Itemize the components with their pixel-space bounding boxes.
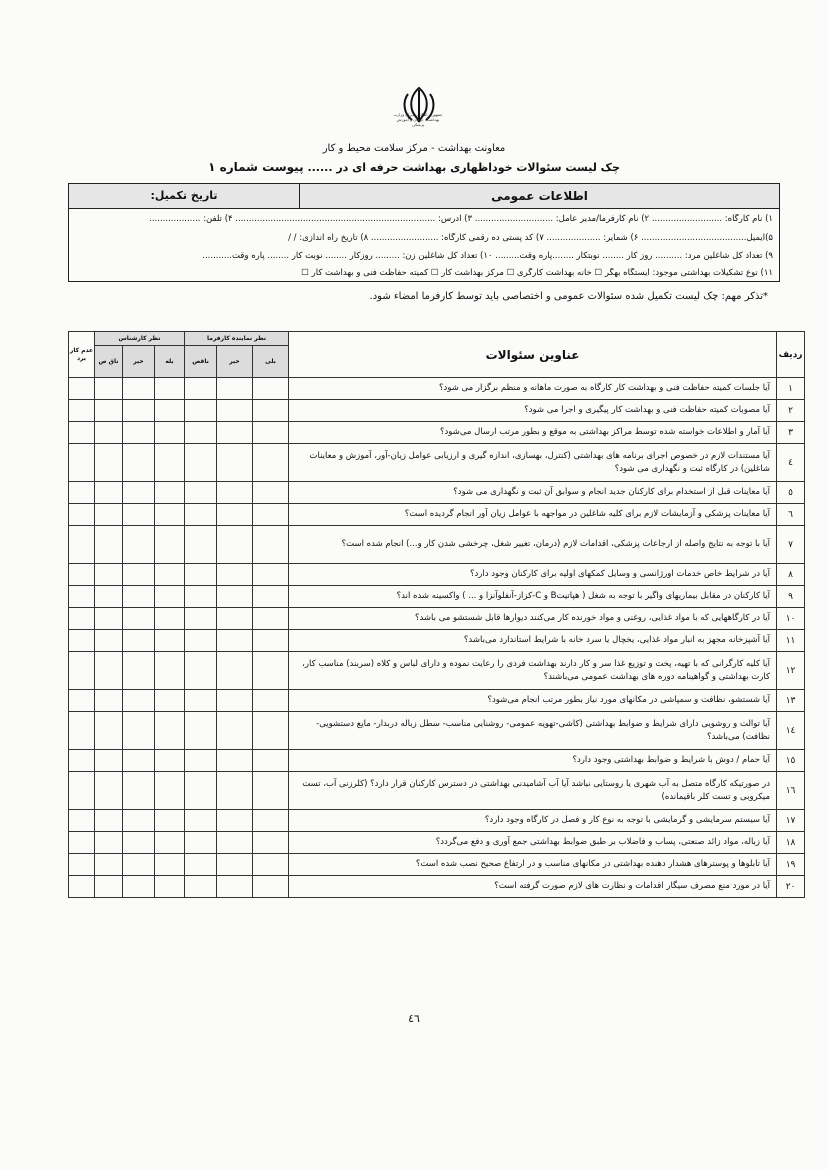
employer-incomplete-cell[interactable] xyxy=(185,772,217,810)
employer-yes-cell[interactable] xyxy=(253,810,289,832)
expert-no-cell[interactable] xyxy=(123,810,155,832)
expert-incomplete-cell[interactable] xyxy=(95,400,123,422)
employer-incomplete-cell[interactable] xyxy=(185,832,217,854)
table-row xyxy=(69,772,805,810)
table-row xyxy=(69,422,805,444)
expert-incomplete-cell[interactable] xyxy=(95,608,123,630)
employer-no-cell[interactable] xyxy=(217,690,253,712)
question-text: آیا معاینات پزشکی و آزمایشات لازم برای کلیه شاغلین در مواجهه با عوامل زیان آور انجام گردیده است؟ xyxy=(289,504,777,526)
expert-incomplete-cell[interactable] xyxy=(95,832,123,854)
question-text: آیا مصوبات کمیته حفاظت فنی و بهداشت کار پیگیری و اجرا می شود؟ xyxy=(289,400,777,422)
employer-incomplete-cell[interactable] xyxy=(185,854,217,876)
question-text: آیا شستشو، نظافت و سمپاشی در مکانهای مورد نیاز بطور مرتب انجام می‌شود؟ xyxy=(289,690,777,712)
employer-yes-cell[interactable] xyxy=(253,876,289,898)
expert-col-no: خیر xyxy=(123,346,155,378)
question-text: آیا با توجه به نتایج واصله از ارجاعات پزشکی، اقدامات لازم (درمان، تغییر شغل، چرخشی شدن کار و...) انجام شده است؟ xyxy=(289,526,777,564)
employer-yes-cell[interactable] xyxy=(253,832,289,854)
question-text: آیا زباله، مواد زائد صنعتی، پساب و فاضلاب بر طبق ضوابط بهداشتی جمع آوری و دفع می‌گردد؟ xyxy=(289,832,777,854)
expert-incomplete-cell[interactable] xyxy=(95,772,123,810)
employer-incomplete-cell[interactable] xyxy=(185,586,217,608)
row-number: ۱٥ xyxy=(777,750,805,772)
expert-incomplete-cell[interactable] xyxy=(95,750,123,772)
row-number: ۱۸ xyxy=(777,832,805,854)
expert-yes-cell[interactable] xyxy=(155,750,185,772)
employer-yes-cell[interactable] xyxy=(253,608,289,630)
expert-yes-cell[interactable] xyxy=(155,876,185,898)
iran-emblem-icon xyxy=(398,84,440,136)
question-text: در صورتیکه کارگاه متصل به آب شهری یا روستایی نباشد آیا آب آشامیدنی بهداشتی در دسترس کارکنان قرار دارد؟ (کلرزنی آب، تست میکروبی و تست کلر باقیمانده) xyxy=(289,772,777,810)
not-applicable-cell[interactable] xyxy=(69,750,95,772)
table-row xyxy=(69,400,805,422)
employer-no-cell[interactable] xyxy=(217,608,253,630)
not-applicable-cell[interactable] xyxy=(69,810,95,832)
expert-no-cell[interactable] xyxy=(123,378,155,400)
expert-yes-cell[interactable] xyxy=(155,586,185,608)
employer-no-cell[interactable] xyxy=(217,378,253,400)
employer-incomplete-cell[interactable] xyxy=(185,750,217,772)
organization-title: معاونت بهداشت - مرکز سلامت محیط و کار xyxy=(322,143,506,154)
expert-no-cell[interactable] xyxy=(123,652,155,690)
expert-no-cell[interactable] xyxy=(123,690,155,712)
expert-yes-cell[interactable] xyxy=(155,608,185,630)
expert-yes-cell[interactable] xyxy=(155,690,185,712)
expert-incomplete-cell[interactable] xyxy=(95,652,123,690)
question-text: آیا در شرایط خاص خدمات اورژانسی و وسایل کمکهای اولیه برای کارکنان وجود دارد؟ xyxy=(289,564,777,586)
table-row xyxy=(69,832,805,854)
employer-no-cell[interactable] xyxy=(217,712,253,750)
expert-yes-cell[interactable] xyxy=(155,378,185,400)
not-applicable-cell[interactable] xyxy=(69,690,95,712)
expert-incomplete-cell[interactable] xyxy=(95,378,123,400)
row-number: ۷ xyxy=(777,526,805,564)
expert-no-cell[interactable] xyxy=(123,750,155,772)
employer-yes-cell[interactable] xyxy=(253,854,289,876)
employer-incomplete-cell[interactable] xyxy=(185,652,217,690)
table-row xyxy=(69,586,805,608)
expert-yes-cell[interactable] xyxy=(155,422,185,444)
employer-yes-cell[interactable] xyxy=(253,400,289,422)
question-text: آیا مستندات لازم در خصوص اجرای برنامه های بهداشتی (کنترل، بهسازی، اندازه گیری و ارزیابی عوامل زیان-آور، آموزش و معاینات شاغلین) در کارگاه ثبت و نگهداری می شود؟ xyxy=(289,444,777,482)
expert-incomplete-cell[interactable] xyxy=(95,810,123,832)
employer-incomplete-cell[interactable] xyxy=(185,504,217,526)
not-applicable-cell[interactable] xyxy=(69,482,95,504)
employer-incomplete-cell[interactable] xyxy=(185,482,217,504)
general-info-row-4: ۱۱) نوع تشکیلات بهداشتی موجود: ایستگاه بهگر ☐ خانه بهداشت کارگری ☐ مرکز بهداشت کار ☐ کمیته حفاظت فنی و بهداشت کار ☐ xyxy=(301,268,773,278)
table-row xyxy=(69,526,805,564)
employer-yes-cell[interactable] xyxy=(253,690,289,712)
completion-date-label: تاریخ تکمیل: xyxy=(150,189,218,202)
not-applicable-header: عدم کار برد xyxy=(69,332,95,378)
employer-yes-cell[interactable] xyxy=(253,586,289,608)
question-text: آیا کارکنان در مقابل بیماریهای واگیر با توجه به شغل ( هپاتیتB و C-کزاز-آنفلوآنزا و ... ) واکسینه شده اند؟ xyxy=(289,586,777,608)
expert-incomplete-cell[interactable] xyxy=(95,712,123,750)
employer-incomplete-cell[interactable] xyxy=(185,690,217,712)
table-row xyxy=(69,444,805,482)
row-number: ٥ xyxy=(777,482,805,504)
table-row xyxy=(69,630,805,652)
question-text: آیا توالت و روشویی دارای شرایط و ضوابط بهداشتی (کاشی-تهویه عمومی- روشنایی مناسب- سطل زباله دربدار- مایع دستشویی- نظافت) می‌باشد؟ xyxy=(289,712,777,750)
expert-no-cell[interactable] xyxy=(123,586,155,608)
employer-no-cell[interactable] xyxy=(217,876,253,898)
document-title-text: چک لیست سئوالات خوداظهاری بهداشت حرفه ای در ...... xyxy=(307,161,620,174)
expert-yes-cell[interactable] xyxy=(155,712,185,750)
row-number: ۳ xyxy=(777,422,805,444)
employer-incomplete-cell[interactable] xyxy=(185,526,217,564)
expert-yes-cell[interactable] xyxy=(155,630,185,652)
employer-yes-cell[interactable] xyxy=(253,444,289,482)
not-applicable-cell[interactable] xyxy=(69,854,95,876)
expert-no-cell[interactable] xyxy=(123,876,155,898)
expert-yes-cell[interactable] xyxy=(155,832,185,854)
question-text: آیا معاینات قبل از استخدام برای کارکنان جدید انجام و سوابق آن ثبت و نگهداری می شود؟ xyxy=(289,482,777,504)
expert-incomplete-cell[interactable] xyxy=(95,422,123,444)
expert-incomplete-cell[interactable] xyxy=(95,482,123,504)
table-row xyxy=(69,504,805,526)
employer-incomplete-cell[interactable] xyxy=(185,400,217,422)
expert-yes-cell[interactable] xyxy=(155,564,185,586)
expert-no-cell[interactable] xyxy=(123,564,155,586)
table-row xyxy=(69,652,805,690)
employer-yes-cell[interactable] xyxy=(253,526,289,564)
row-number: ۱ xyxy=(777,378,805,400)
expert-incomplete-cell[interactable] xyxy=(95,876,123,898)
table-row xyxy=(69,750,805,772)
table-row xyxy=(69,564,805,586)
table-row xyxy=(69,690,805,712)
expert-incomplete-cell[interactable] xyxy=(95,630,123,652)
employer-incomplete-cell[interactable] xyxy=(185,422,217,444)
expert-yes-cell[interactable] xyxy=(155,504,185,526)
row-number: ۱۷ xyxy=(777,810,805,832)
row-number: ۱۰ xyxy=(777,608,805,630)
employer-no-cell[interactable] xyxy=(217,504,253,526)
employer-no-cell[interactable] xyxy=(217,832,253,854)
expert-no-cell[interactable] xyxy=(123,482,155,504)
employer-incomplete-cell[interactable] xyxy=(185,712,217,750)
general-info-row-2: ۵)ایمیل....................................... ۶) شمایر: .................... ۷) کد پستی ده رقمی کارگاه: ......................... ۸) تاریخ راه اندازی: / / xyxy=(288,233,773,243)
employer-incomplete-cell[interactable] xyxy=(185,564,217,586)
row-number: ۱۲ xyxy=(777,652,805,690)
expert-incomplete-cell[interactable] xyxy=(95,690,123,712)
expert-no-cell[interactable] xyxy=(123,832,155,854)
expert-no-cell[interactable] xyxy=(123,712,155,750)
employer-incomplete-cell[interactable] xyxy=(185,810,217,832)
employer-yes-cell[interactable] xyxy=(253,772,289,810)
employer-yes-cell[interactable] xyxy=(253,630,289,652)
not-applicable-cell[interactable] xyxy=(69,608,95,630)
employer-yes-cell[interactable] xyxy=(253,564,289,586)
expert-no-cell[interactable] xyxy=(123,444,155,482)
employer-col-incomplete: ناقص xyxy=(185,346,217,378)
not-applicable-cell[interactable] xyxy=(69,630,95,652)
employer-no-cell[interactable] xyxy=(217,482,253,504)
document-title xyxy=(0,160,828,174)
expert-opinion-header: نظر کارشناس xyxy=(95,332,185,346)
important-note: *تذکر مهم: چک لیست تکمیل شده سئوالات عمومی و اختصاصی باید توسط کارفرما امضاء شود. xyxy=(369,291,768,302)
not-applicable-cell[interactable] xyxy=(69,652,95,690)
not-applicable-cell[interactable] xyxy=(69,876,95,898)
expert-no-cell[interactable] xyxy=(123,526,155,564)
general-info-box xyxy=(68,183,780,282)
table-row xyxy=(69,810,805,832)
row-number: ۹ xyxy=(777,586,805,608)
employer-incomplete-cell[interactable] xyxy=(185,378,217,400)
general-info-title: اطلاعات عمومی xyxy=(299,184,779,208)
employer-no-cell[interactable] xyxy=(217,422,253,444)
table-row xyxy=(69,712,805,750)
employer-yes-cell[interactable] xyxy=(253,712,289,750)
expert-no-cell[interactable] xyxy=(123,608,155,630)
question-text: آیا در کارگاههایی که با مواد غذایی، روغنی و مواد خورنده کار می‌کنند دیوارها قابل شستشو می باشد؟ xyxy=(289,608,777,630)
expert-yes-cell[interactable] xyxy=(155,444,185,482)
expert-col-yes: بله xyxy=(155,346,185,378)
expert-no-cell[interactable] xyxy=(123,422,155,444)
employer-incomplete-cell[interactable] xyxy=(185,630,217,652)
row-number: ۱۳ xyxy=(777,690,805,712)
table-row xyxy=(69,482,805,504)
not-applicable-cell[interactable] xyxy=(69,422,95,444)
table-row xyxy=(69,876,805,898)
not-applicable-cell[interactable] xyxy=(69,400,95,422)
employer-no-cell[interactable] xyxy=(217,810,253,832)
not-applicable-cell[interactable] xyxy=(69,832,95,854)
general-info-row-1: ۱) نام کارگاه: .......................... ۲) نام کارفرما/مدیر عامل: ............................. ۳) آدرس: .......................................................................... ۴) تلفن: ................... xyxy=(149,214,773,224)
expert-incomplete-cell[interactable] xyxy=(95,564,123,586)
not-applicable-cell[interactable] xyxy=(69,564,95,586)
table-row xyxy=(69,854,805,876)
general-info-row-3: ۹) تعداد کل شاغلین مرد: .......... روز کار ........ نوبتکار ........پاره وقت......... ۱۰) تعداد کل شاغلین زن: ......... روزکار ........ نوبت کار ........ پاره وقت........... xyxy=(202,251,773,261)
not-applicable-cell[interactable] xyxy=(69,772,95,810)
expert-yes-cell[interactable] xyxy=(155,772,185,810)
question-text: آیا حمام / دوش با شرایط و ضوابط بهداشتی وجود دارد؟ xyxy=(289,750,777,772)
expert-incomplete-cell[interactable] xyxy=(95,586,123,608)
row-number: ٤ xyxy=(777,444,805,482)
general-info-header xyxy=(69,184,779,209)
employer-no-cell[interactable] xyxy=(217,586,253,608)
not-applicable-cell[interactable] xyxy=(69,504,95,526)
page-number: ٤٦ xyxy=(408,1012,420,1025)
expert-no-cell[interactable] xyxy=(123,504,155,526)
expert-yes-cell[interactable] xyxy=(155,652,185,690)
row-number-header: ردیف xyxy=(777,332,805,378)
question-text: آیا کلیه کارگرانی که با تهیه، پخت و توزیع غذا سر و کار دارند بهداشت فردی را رعایت نموده و دارای لباس و کلاه (سربند) مناسب کار، کارت بهداشتی و گواهینامه دوره های بهداشت عمومی می‌باشند؟ xyxy=(289,652,777,690)
employer-incomplete-cell[interactable] xyxy=(185,444,217,482)
employer-no-cell[interactable] xyxy=(217,652,253,690)
employer-no-cell[interactable] xyxy=(217,564,253,586)
row-number: ٦ xyxy=(777,504,805,526)
table-row xyxy=(69,608,805,630)
expert-no-cell[interactable] xyxy=(123,772,155,810)
not-applicable-cell[interactable] xyxy=(69,378,95,400)
employer-yes-cell[interactable] xyxy=(253,482,289,504)
employer-col-no: خیر xyxy=(217,346,253,378)
expert-no-cell[interactable] xyxy=(123,400,155,422)
expert-incomplete-cell[interactable] xyxy=(95,444,123,482)
expert-col-incomplete: ناق ص xyxy=(95,346,123,378)
expert-incomplete-cell[interactable] xyxy=(95,854,123,876)
employer-no-cell[interactable] xyxy=(217,400,253,422)
employer-yes-cell[interactable] xyxy=(253,750,289,772)
not-applicable-cell[interactable] xyxy=(69,444,95,482)
expert-no-cell[interactable] xyxy=(123,630,155,652)
row-number: ۱۹ xyxy=(777,854,805,876)
row-number: ۲۰ xyxy=(777,876,805,898)
employer-opinion-header: نظر نماینده کارفرما xyxy=(185,332,289,346)
employer-no-cell[interactable] xyxy=(217,772,253,810)
question-text: آیا در مورد منع مصرف سیگار اقدامات و نظارت های لازم صورت گرفته است؟ xyxy=(289,876,777,898)
question-text: آیا آمار و اطلاعات خواسته شده توسط مراکز بهداشتی به موقع و بطور مرتب ارسال می‌شود؟ xyxy=(289,422,777,444)
table-row xyxy=(69,378,805,400)
ministry-emblem-text: جمهوری اسلامی ایران وزارت بهداشت، درمان و آموزش پزشکی xyxy=(393,112,443,127)
employer-no-cell[interactable] xyxy=(217,526,253,564)
employer-yes-cell[interactable] xyxy=(253,652,289,690)
employer-no-cell[interactable] xyxy=(217,444,253,482)
not-applicable-cell[interactable] xyxy=(69,712,95,750)
employer-no-cell[interactable] xyxy=(217,630,253,652)
employer-yes-cell[interactable] xyxy=(253,378,289,400)
appendix-label: پیوست شماره ۱ xyxy=(208,160,304,174)
employer-col-yes: بلی xyxy=(253,346,289,378)
expert-yes-cell[interactable] xyxy=(155,482,185,504)
question-text: آیا جلسات کمیته حفاظت فنی و بهداشت کار کارگاه به صورت ماهانه و منظم برگزار می شود؟ xyxy=(289,378,777,400)
employer-incomplete-cell[interactable] xyxy=(185,608,217,630)
questions-table xyxy=(68,331,805,898)
expert-no-cell[interactable] xyxy=(123,854,155,876)
not-applicable-cell[interactable] xyxy=(69,586,95,608)
question-text: آیا تابلوها و پوسترهای هشدار دهنده بهداشتی در مکانهای مناسب و در ارتفاع صحیح نصب شده است؟ xyxy=(289,854,777,876)
question-text: آیا سیستم سرمایشی و گرمایشی با توجه به نوع کار و فصل در کارگاه وجود دارد؟ xyxy=(289,810,777,832)
expert-yes-cell[interactable] xyxy=(155,526,185,564)
question-text: آیا آشپزخانه مجهز به انبار مواد غذایی، یخچال یا سرد خانه با شرایط استاندارد می‌باشد؟ xyxy=(289,630,777,652)
expert-incomplete-cell[interactable] xyxy=(95,526,123,564)
employer-no-cell[interactable] xyxy=(217,854,253,876)
row-number: ۱۱ xyxy=(777,630,805,652)
expert-yes-cell[interactable] xyxy=(155,854,185,876)
expert-yes-cell[interactable] xyxy=(155,810,185,832)
questions-column-header: عناوین سئوالات xyxy=(289,332,777,378)
row-number: ۲ xyxy=(777,400,805,422)
row-number: ۱٦ xyxy=(777,772,805,810)
row-number: ۱٤ xyxy=(777,712,805,750)
expert-yes-cell[interactable] xyxy=(155,400,185,422)
expert-incomplete-cell[interactable] xyxy=(95,504,123,526)
employer-incomplete-cell[interactable] xyxy=(185,876,217,898)
employer-yes-cell[interactable] xyxy=(253,504,289,526)
employer-no-cell[interactable] xyxy=(217,750,253,772)
row-number: ۸ xyxy=(777,564,805,586)
not-applicable-cell[interactable] xyxy=(69,526,95,564)
employer-yes-cell[interactable] xyxy=(253,422,289,444)
